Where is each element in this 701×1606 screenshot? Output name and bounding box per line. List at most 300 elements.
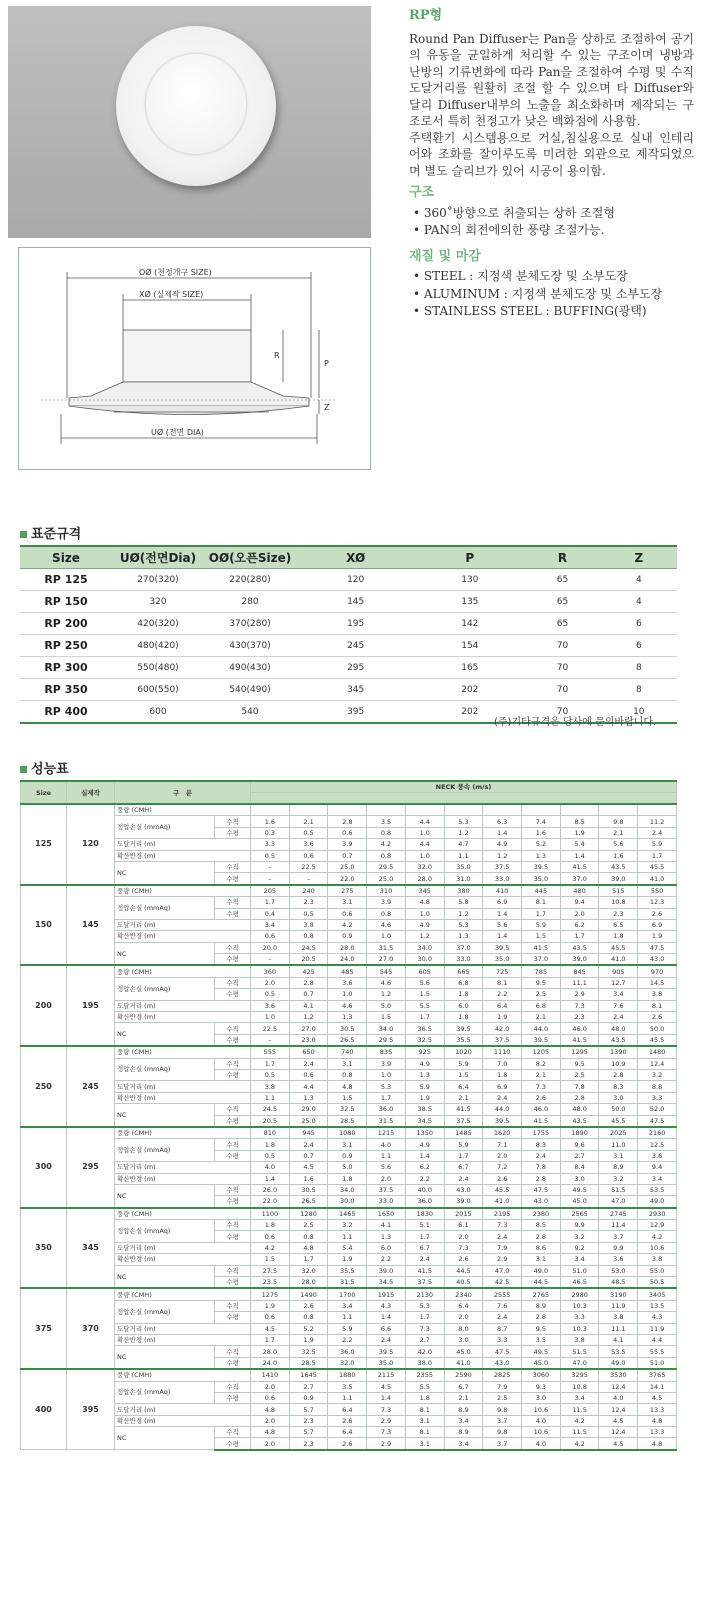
perf-sub-label-cell: 수평 <box>215 1150 251 1161</box>
perf-value-cell: 3.6 <box>289 839 328 850</box>
perf-value-cell: 0.9 <box>328 1150 367 1161</box>
perf-actual-cell: 120 <box>67 804 115 885</box>
perf-value-cell: 8.1 <box>405 1404 444 1415</box>
value-cell: 345 <box>296 679 415 701</box>
perf-value-cell: 1.9 <box>405 1092 444 1103</box>
perf-value-cell: 1.3 <box>289 1092 328 1103</box>
perf-value-cell: 25.0 <box>289 1115 328 1127</box>
performance-row <box>21 1000 677 1011</box>
perf-value-cell: 44.5 <box>444 1265 483 1276</box>
perf-value-cell: 2015 <box>444 1208 483 1220</box>
perf-value-cell: 29.0 <box>289 1104 328 1115</box>
perf-value-cell: 1275 <box>251 1288 290 1300</box>
perf-value-cell: 34.0 <box>328 1184 367 1195</box>
perf-label-cell: 확산반경 (m) <box>115 1334 251 1345</box>
perf-value-cell: 42.0 <box>483 1023 522 1034</box>
perf-value-cell: 43.5 <box>560 1115 599 1127</box>
perf-label-cell: 정압손실 (mmAq) <box>115 1058 215 1081</box>
perf-value-cell: – <box>251 873 290 885</box>
perf-value-cell: 37.0 <box>522 954 561 966</box>
perf-value-cell: 10.8 <box>560 1381 599 1392</box>
perf-value-cell: 2.4 <box>483 1312 522 1323</box>
perf-value-cell: 555 <box>251 1046 290 1058</box>
perf-value-cell: 1.7 <box>251 897 290 908</box>
perf-value-cell: 10.8 <box>599 897 638 908</box>
perf-value-cell: 205 <box>251 885 290 897</box>
perf-value-cell: 650 <box>289 1046 328 1058</box>
perf-value-cell <box>328 804 367 816</box>
p-dimension-label: P <box>324 359 329 368</box>
perf-value-cell: 4.1 <box>289 1000 328 1011</box>
perf-value-cell: 1485 <box>444 1127 483 1139</box>
perf-value-cell: 3.9 <box>367 1058 406 1069</box>
perf-value-cell: 3.8 <box>638 1254 677 1265</box>
perf-label-cell: 풍량 (CMH) <box>115 1127 251 1139</box>
structure-item: • 360˚방향으로 취출되는 상하 조절형 <box>413 205 615 220</box>
perf-label-cell: 확산반경 (m) <box>115 1415 251 1426</box>
perf-sub-label-cell: 수직 <box>215 861 251 872</box>
perf-value-cell: 20.5 <box>251 1115 290 1127</box>
perf-value-cell: 1645 <box>289 1369 328 1381</box>
perf-value-cell: 3.4 <box>328 1300 367 1311</box>
perf-value-cell: 23.5 <box>251 1277 290 1289</box>
perf-value-cell: 3.0 <box>444 1334 483 1345</box>
perf-value-cell: 4.1 <box>367 1220 406 1231</box>
perf-value-cell: 1.4 <box>483 827 522 838</box>
perf-value-cell: 36.5 <box>405 1023 444 1034</box>
perf-value-cell: 1.0 <box>405 827 444 838</box>
perf-sub-label-cell: 수평 <box>215 954 251 966</box>
perf-value-cell: 47.5 <box>522 1184 561 1195</box>
perf-value-cell: 2.9 <box>367 1415 406 1426</box>
perf-value-cell: 2930 <box>638 1208 677 1220</box>
perf-value-cell: 1100 <box>251 1208 290 1220</box>
performance-row <box>21 816 677 827</box>
perf-value-cell: 2.8 <box>328 816 367 827</box>
perf-sub-label-cell: 수평 <box>215 1196 251 1208</box>
perf-value-cell: 47.5 <box>638 1115 677 1127</box>
performance-row <box>21 1415 677 1426</box>
perf-value-cell: 925 <box>405 1046 444 1058</box>
perf-value-cell: 3.4 <box>599 989 638 1000</box>
perf-value-cell: 24.5 <box>251 1104 290 1115</box>
product-info <box>409 8 694 321</box>
perf-value-cell: 6.0 <box>367 1242 406 1253</box>
perf-value-cell <box>560 804 599 816</box>
perf-value-cell: 1.0 <box>328 989 367 1000</box>
perf-value-cell: 24.0 <box>328 954 367 966</box>
perf-value-cell: 1650 <box>367 1208 406 1220</box>
perf-value-cell: 0.4 <box>251 908 290 919</box>
perf-value-cell: 25.0 <box>367 873 406 885</box>
perf-value-cell: 2.1 <box>444 1092 483 1103</box>
perf-value-cell: 41.5 <box>405 1265 444 1276</box>
perf-value-cell: 3190 <box>599 1288 638 1300</box>
diffuser-outer-ring <box>116 26 276 186</box>
perf-value-cell: 1.8 <box>251 1220 290 1231</box>
perf-value-cell: 4.8 <box>405 897 444 908</box>
perf-value-cell: 37.5 <box>405 1277 444 1289</box>
perf-value-cell: 3.2 <box>328 1220 367 1231</box>
perf-sub-label-cell: 수직 <box>215 1346 251 1357</box>
perf-value-cell: 1.8 <box>405 1392 444 1403</box>
perf-value-cell <box>483 804 522 816</box>
perf-value-cell: 1215 <box>367 1127 406 1139</box>
perf-label-cell: 풍량 (CMH) <box>115 1288 251 1300</box>
perf-value-cell: 1.5 <box>522 931 561 942</box>
perf-value-cell: 53.0 <box>599 1265 638 1276</box>
perf-label-cell: 풍량 (CMH) <box>115 885 251 897</box>
perf-value-cell: 945 <box>289 1127 328 1139</box>
perf-value-cell: 3060 <box>522 1369 561 1381</box>
structure-item: • PAN의 회전에의한 풍량 조절가능. <box>413 223 605 237</box>
perf-value-cell: 4.0 <box>251 1162 290 1173</box>
perf-value-cell: 6.4 <box>328 1427 367 1438</box>
value-cell: 490(430) <box>204 657 296 679</box>
standard-table <box>20 545 677 724</box>
perf-value-cell: 3.8 <box>251 1081 290 1092</box>
perf-value-cell: 30.0 <box>405 954 444 966</box>
perf-value-cell: 0.6 <box>328 827 367 838</box>
perf-value-cell: 30.0 <box>328 1196 367 1208</box>
perf-value-cell: 4.9 <box>483 839 522 850</box>
perf-sub-label-cell: 수평 <box>215 1034 251 1046</box>
perf-value-cell: 48.0 <box>560 1104 599 1115</box>
perf-value-cell: 2825 <box>483 1369 522 1381</box>
perf-value-cell: 1.0 <box>367 1069 406 1080</box>
perf-size-cell: 150 <box>21 885 67 966</box>
perf-value-cell: 2.8 <box>599 1069 638 1080</box>
perf-value-cell: 2.0 <box>251 1438 290 1450</box>
perf-value-cell: 1.2 <box>444 908 483 919</box>
perf-value-cell: 40.0 <box>405 1184 444 1195</box>
perf-value-cell: 7.6 <box>483 1300 522 1311</box>
perf-size-cell: 125 <box>21 804 67 885</box>
perf-value-cell: 1755 <box>522 1127 561 1139</box>
standard-row <box>20 657 677 679</box>
performance-row <box>21 1346 677 1357</box>
perf-value-cell: 39.0 <box>444 1196 483 1208</box>
perf-value-cell: 49.0 <box>599 1357 638 1369</box>
standard-row <box>20 569 677 591</box>
perf-value-cell: 41.0 <box>444 1357 483 1369</box>
perf-value-cell: 41.5 <box>522 1115 561 1127</box>
perf-value-cell: 2.8 <box>522 1231 561 1242</box>
performance-row <box>21 1300 677 1311</box>
perf-value-cell: 4.2 <box>328 919 367 930</box>
perf-value-cell: 32.5 <box>289 1346 328 1357</box>
perf-value-cell: 11.5 <box>560 1404 599 1415</box>
perf-value-cell: 2355 <box>405 1369 444 1381</box>
perf-value-cell: 1.0 <box>251 1012 290 1023</box>
perf-value-cell: 4.2 <box>638 1231 677 1242</box>
value-cell: 540 <box>204 701 296 724</box>
performance-row <box>21 1369 677 1381</box>
structure-list <box>409 205 694 239</box>
perf-value-cell: 2.4 <box>483 1092 522 1103</box>
perf-value-cell: 2.4 <box>405 1254 444 1265</box>
perf-sub-label-cell: 수평 <box>215 1357 251 1369</box>
perf-value-cell: 8.9 <box>444 1404 483 1415</box>
perf-value-cell: 45.5 <box>599 1115 638 1127</box>
perf-value-cell: 835 <box>367 1046 406 1058</box>
perf-value-cell: 6.0 <box>444 1000 483 1011</box>
perf-value-cell: 5.3 <box>367 1081 406 1092</box>
perf-value-cell: 2.2 <box>483 989 522 1000</box>
perf-value-cell: 7.4 <box>522 816 561 827</box>
perf-value-cell: 0.7 <box>289 1150 328 1161</box>
perf-value-cell: 46.0 <box>522 1104 561 1115</box>
perf-value-cell: 0.5 <box>251 1069 290 1080</box>
perf-value-cell: 4.9 <box>405 1139 444 1150</box>
perf-value-cell: 12.4 <box>599 1427 638 1438</box>
bullet-square-icon <box>20 531 27 538</box>
performance-row <box>21 1208 677 1220</box>
perf-value-cell: 3.2 <box>638 1069 677 1080</box>
perf-label-cell: NC <box>115 1346 215 1369</box>
perf-value-cell: 3.4 <box>560 1392 599 1403</box>
perf-value-cell: 2.6 <box>289 1300 328 1311</box>
perf-value-cell: 0.6 <box>251 1231 290 1242</box>
perf-value-cell: 0.6 <box>251 931 290 942</box>
r-dimension-label: R <box>274 351 280 360</box>
perf-value-cell: 2380 <box>522 1208 561 1220</box>
perf-value-cell: 1.9 <box>638 931 677 942</box>
value-cell: 65 <box>524 613 600 635</box>
perf-value-cell: 7.2 <box>483 1162 522 1173</box>
perf-value-cell: 1.4 <box>367 1392 406 1403</box>
perf-value-cell: 0.8 <box>367 827 406 838</box>
perf-value-cell: 7.3 <box>560 1000 599 1011</box>
perf-value-cell: 8.5 <box>560 816 599 827</box>
perf-value-cell: 8.6 <box>522 1242 561 1253</box>
performance-row <box>21 1220 677 1231</box>
perf-value-cell: 22.0 <box>328 873 367 885</box>
perf-value-cell: 6.8 <box>522 1000 561 1011</box>
perf-value-cell <box>405 804 444 816</box>
perf-label-cell: NC <box>115 1265 215 1288</box>
value-cell: 135 <box>415 591 524 613</box>
perf-value-cell: 20.0 <box>251 942 290 953</box>
perf-value-cell: – <box>251 954 290 966</box>
th-r: R <box>524 546 600 569</box>
perf-value-cell: 8.9 <box>522 1300 561 1311</box>
perf-value-cell: 445 <box>522 885 561 897</box>
perf-value-cell: 2.0 <box>367 1173 406 1184</box>
perf-value-cell: 6.7 <box>444 1381 483 1392</box>
perf-value-cell: 1880 <box>328 1369 367 1381</box>
perf-value-cell: 37.0 <box>444 942 483 953</box>
perf-label-cell: 확산반경 (m) <box>115 1092 251 1103</box>
perf-value-cell: 6.6 <box>367 1323 406 1334</box>
perf-value-cell: 2.4 <box>599 1012 638 1023</box>
perf-sub-label-cell: 수평 <box>215 827 251 838</box>
perf-value-cell: 2.3 <box>289 1415 328 1426</box>
size-cell: RP 250 <box>20 635 112 657</box>
perf-value-cell: 10.9 <box>599 1058 638 1069</box>
perf-value-cell: 1915 <box>367 1288 406 1300</box>
perf-value-cell: 3.1 <box>328 1139 367 1150</box>
perf-sub-label-cell: 수직 <box>215 1220 251 1231</box>
perf-value-cell: 4.0 <box>522 1438 561 1450</box>
value-cell: 8 <box>601 657 677 679</box>
perf-value-cell: 2980 <box>560 1288 599 1300</box>
perf-value-cell: 2.3 <box>599 908 638 919</box>
perf-size-cell: 200 <box>21 965 67 1046</box>
perf-value-cell: 53.5 <box>599 1346 638 1357</box>
th-z: Z <box>601 546 677 569</box>
perf-value-cell: 9.5 <box>560 1058 599 1069</box>
perf-sub-label-cell: 수직 <box>215 942 251 953</box>
performance-row <box>21 850 677 861</box>
perf-value-cell: 5.8 <box>444 897 483 908</box>
perf-value-cell: 45.0 <box>522 1357 561 1369</box>
perf-actual-cell: 295 <box>67 1127 115 1208</box>
perf-value-cell: 39.5 <box>367 1346 406 1357</box>
perf-value-cell: 2.4 <box>444 1173 483 1184</box>
perf-value-cell: 9.9 <box>599 1242 638 1253</box>
perf-value-cell: 4.0 <box>522 1415 561 1426</box>
perf-value-cell: 4.1 <box>599 1334 638 1345</box>
perf-sub-label-cell: 수직 <box>215 897 251 908</box>
perf-label-cell: 확산반경 (m) <box>115 1012 251 1023</box>
perf-value-cell: 1.1 <box>328 1312 367 1323</box>
perf-value-cell: 48.0 <box>599 1023 638 1034</box>
perf-value-cell: 26.5 <box>289 1196 328 1208</box>
perf-value-cell: 1.7 <box>522 908 561 919</box>
perf-value-cell: 36.0 <box>367 1104 406 1115</box>
perf-value-cell: 39.5 <box>483 942 522 953</box>
perf-label-cell: 풍량 (CMH) <box>115 1369 251 1381</box>
perf-size-cell: 350 <box>21 1208 67 1289</box>
perf-value-cell: 3.1 <box>522 1254 561 1265</box>
perf-value-cell: 10.3 <box>560 1323 599 1334</box>
perf-value-cell <box>251 804 290 816</box>
performance-row <box>21 1323 677 1334</box>
perf-value-cell: 7.3 <box>483 1220 522 1231</box>
perf-sub-label-cell: 수평 <box>215 908 251 919</box>
performance-row <box>21 1334 677 1345</box>
perf-value-cell: 0.8 <box>289 931 328 942</box>
perf-value-cell: 1410 <box>251 1369 290 1381</box>
perf-value-cell: 7.3 <box>367 1404 406 1415</box>
perf-label-cell: 확산반경 (m) <box>115 931 251 942</box>
perf-value-cell: 10.6 <box>638 1242 677 1253</box>
perf-value-cell: 1.8 <box>328 1173 367 1184</box>
perf-value-cell: 0.7 <box>289 989 328 1000</box>
perf-label-cell: 도달거리 (m) <box>115 1162 251 1173</box>
perf-value-cell: 5.0 <box>328 1162 367 1173</box>
value-cell: 70 <box>524 635 600 657</box>
perf-value-cell: 5.4 <box>560 839 599 850</box>
perf-value-cell: 345 <box>405 885 444 897</box>
perf-value-cell: 46.0 <box>560 1023 599 1034</box>
perf-value-cell: 2.6 <box>638 1012 677 1023</box>
performance-row <box>21 931 677 942</box>
perf-value-cell: 5.6 <box>599 839 638 850</box>
value-cell: 430(370) <box>204 635 296 657</box>
performance-row <box>21 1023 677 1034</box>
perf-value-cell: 2.6 <box>522 1092 561 1103</box>
perf-value-cell: 1830 <box>405 1208 444 1220</box>
perf-value-cell: 1280 <box>289 1208 328 1220</box>
perf-value-cell: 32.0 <box>405 861 444 872</box>
perf-sub-label-cell: 수직 <box>215 1265 251 1276</box>
perf-value-cell: 7.1 <box>483 1139 522 1150</box>
performance-row <box>21 1265 677 1276</box>
perf-value-cell: 50.0 <box>599 1104 638 1115</box>
perf-value-cell: 10.6 <box>522 1404 561 1415</box>
perf-value-cell: 39.5 <box>444 1023 483 1034</box>
performance-row <box>21 942 677 953</box>
perf-value-cell: 0.5 <box>251 989 290 1000</box>
perf-value-cell: 12.7 <box>599 977 638 988</box>
perf-value-cell: 2.0 <box>483 1150 522 1161</box>
perf-value-cell: 3.3 <box>251 839 290 850</box>
perf-value-cell: 33.0 <box>483 873 522 885</box>
perf-value-cell: 785 <box>522 965 561 977</box>
perf-value-cell: 46.5 <box>560 1277 599 1289</box>
performance-row <box>21 1184 677 1195</box>
perf-value-cell: 43.0 <box>522 1196 561 1208</box>
perf-value-cell: 240 <box>289 885 328 897</box>
perf-value-cell: 22.5 <box>289 861 328 872</box>
perf-value-cell: 2195 <box>483 1208 522 1220</box>
value-cell: 142 <box>415 613 524 635</box>
value-cell: 165 <box>415 657 524 679</box>
perf-size-cell: 375 <box>21 1288 67 1369</box>
perf-value-cell: 1.3 <box>328 1012 367 1023</box>
perf-value-cell: 480 <box>560 885 599 897</box>
perf-label-cell: NC <box>115 1023 215 1046</box>
perf-value-cell: 4.0 <box>599 1392 638 1403</box>
perf-value-cell: 8.3 <box>522 1139 561 1150</box>
th-size: Size <box>20 546 112 569</box>
perf-value-cell: 665 <box>444 965 483 977</box>
perf-value-cell: 35.0 <box>522 873 561 885</box>
perf-value-cell: 28.5 <box>289 1357 328 1369</box>
value-cell: 6 <box>601 613 677 635</box>
perf-value-cell: 3.4 <box>560 1254 599 1265</box>
perf-value-cell: 27.0 <box>367 954 406 966</box>
th-o: OØ(오픈Size) <box>204 546 296 569</box>
perf-value-cell: 2.5 <box>289 1220 328 1231</box>
perf-value-cell: 51.5 <box>599 1184 638 1195</box>
perf-value-cell: 2.1 <box>522 1012 561 1023</box>
x-dimension-label: XØ (실제작 SIZE) <box>139 290 204 299</box>
perf-label-cell: 정압손실 (mmAq) <box>115 1381 215 1404</box>
perf-value-cell: 1.5 <box>405 989 444 1000</box>
perf-value-cell: 545 <box>367 965 406 977</box>
size-cell: RP 350 <box>20 679 112 701</box>
perf-value-cell: 1.3 <box>522 850 561 861</box>
perf-value-cell: 47.0 <box>483 1265 522 1276</box>
perf-value-cell: 1.5 <box>251 1254 290 1265</box>
bullet-square-icon <box>20 766 27 773</box>
perf-value-cell: 605 <box>405 965 444 977</box>
perf-value-cell: 2115 <box>367 1369 406 1381</box>
perf-value-cell: 1.5 <box>328 1092 367 1103</box>
standard-row <box>20 635 677 657</box>
perf-value-cell: 9.2 <box>560 1242 599 1253</box>
perf-value-cell: 1.1 <box>251 1092 290 1103</box>
perf-value-cell: 3.6 <box>328 977 367 988</box>
perf-value-cell: 6.3 <box>483 816 522 827</box>
performance-row <box>21 1139 677 1150</box>
perf-value-cell: 43.5 <box>599 1034 638 1046</box>
value-cell: 295 <box>296 657 415 679</box>
perf-value-cell: 8.1 <box>405 1427 444 1438</box>
